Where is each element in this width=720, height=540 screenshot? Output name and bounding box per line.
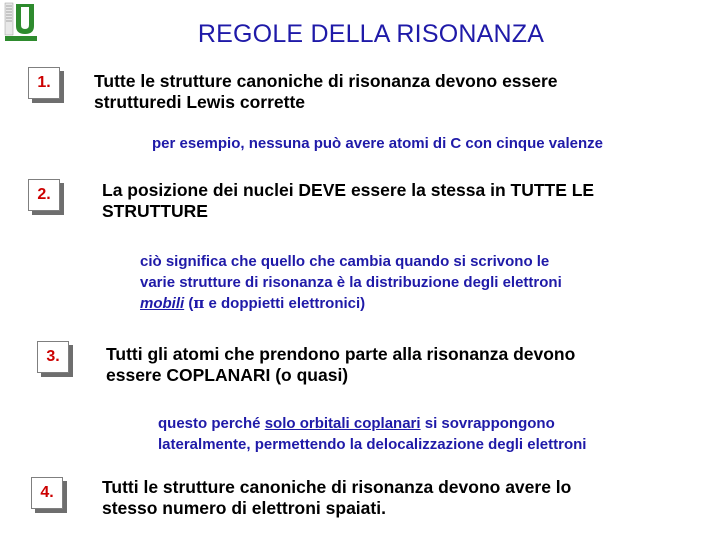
rule-note xyxy=(152,133,603,154)
rule-text xyxy=(102,180,594,222)
rule-text-line: Tutte le strutture canoniche di risonanza devono essere xyxy=(94,71,558,91)
rule-note-line: varie strutture di risonanza è la distribuzione degli elettroni xyxy=(140,274,562,291)
rule-number-badge xyxy=(28,67,60,99)
rule-text-line: La posizione dei nuclei DEVE essere la stessa in TUTTE LE xyxy=(102,180,595,200)
rule-note-fragment: questo perché xyxy=(158,415,265,432)
rule-text xyxy=(106,344,575,386)
rule-note-line xyxy=(158,413,586,434)
emphasis-coplanar-orbitals: solo orbitali coplanari xyxy=(264,415,421,432)
rule-text-line: stesso numero di elettroni spaiati. xyxy=(102,498,386,518)
rule-number: 3. xyxy=(46,348,60,365)
rule-number: 2. xyxy=(37,186,51,203)
rule-note-line: per esempio, nessuna può avere atomi di C con cinque valenze xyxy=(152,135,603,152)
rule-text-line: Tutti gli atomi che prendono parte alla risonanza devono xyxy=(106,344,576,364)
rule-number-badge xyxy=(28,179,60,211)
rule-number-badge xyxy=(37,341,69,373)
rule-note-fragment: si sovrappongono xyxy=(420,415,555,432)
rule-note xyxy=(140,251,562,314)
rule-note xyxy=(158,413,586,455)
emphasis-mobili: mobili xyxy=(140,295,185,312)
pi-symbol: π xyxy=(193,294,205,312)
rule-text-line: essere COPLANARI (o quasi) xyxy=(106,365,349,385)
rule-note-line xyxy=(140,293,562,314)
rule-text xyxy=(102,477,571,519)
rule-note-fragment: ( xyxy=(184,295,194,312)
rule-number-badge xyxy=(31,477,63,509)
rule-number: 4. xyxy=(40,484,54,501)
rule-number: 1. xyxy=(37,74,51,91)
rule-text xyxy=(94,71,558,113)
rule-note-line: ciò significa che quello che cambia quando si scrivono le xyxy=(140,253,550,270)
page-title: REGOLE DELLA RISONANZA xyxy=(197,20,545,48)
rule-note-fragment: e doppietti elettronici) xyxy=(204,295,366,312)
rule-note-line: lateralmente, permettendo la delocalizzazione degli elettroni xyxy=(158,436,587,453)
rule-text-line: STRUTTURE xyxy=(102,201,208,221)
rule-text-line: strutturedi Lewis corrette xyxy=(94,92,306,112)
rule-text-line: Tutti le strutture canoniche di risonanza devono avere lo xyxy=(102,477,572,497)
